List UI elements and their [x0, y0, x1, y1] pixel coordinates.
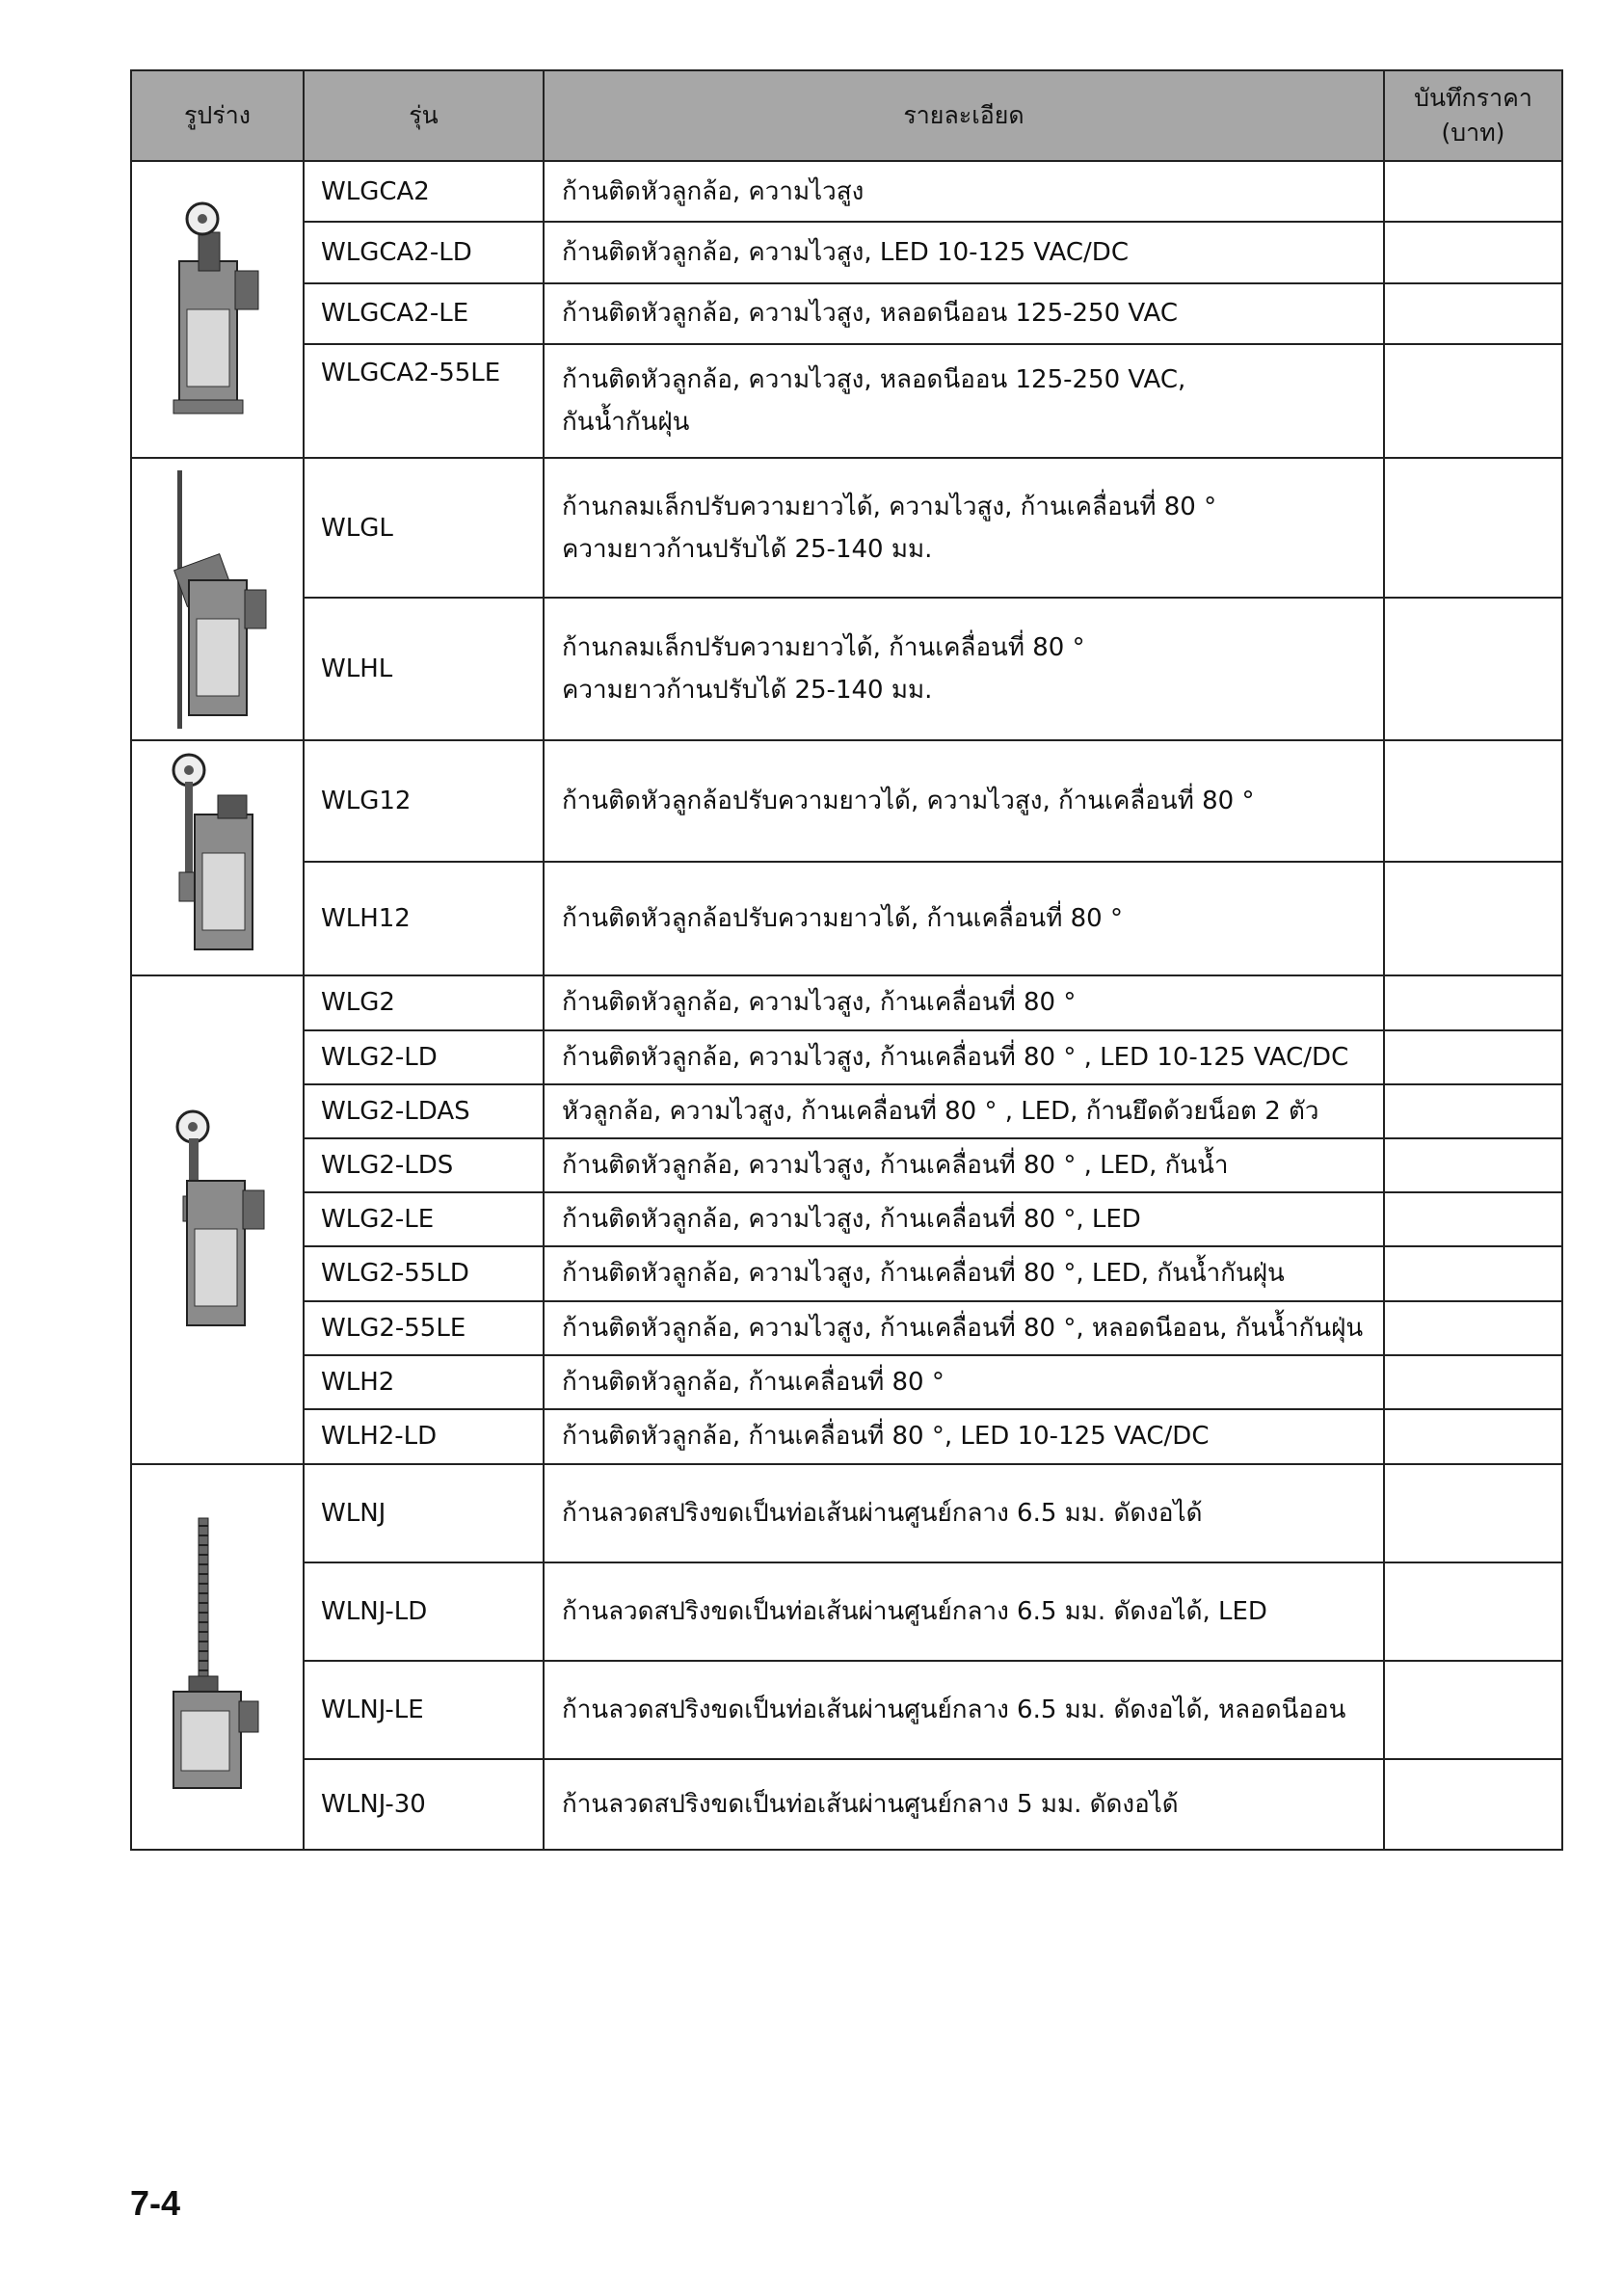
model-cell: WLGCA2-LD: [304, 222, 544, 282]
detail-line: หัวลูกล้อ, ความไวสูง, ก้านเคลื่อนที่ 80 ° , LED, ก้านยึดด้วยน็อต 2 ตัว: [562, 1097, 1319, 1127]
detail-line: ก้านติดหัวลูกล้อ, ก้านเคลื่อนที่ 80 °, LED 10-125 VAC/DC: [562, 1422, 1210, 1452]
detail-cell: [544, 222, 1384, 282]
table-row: [131, 1759, 1562, 1850]
table-row: [131, 458, 1562, 598]
table-row: [131, 1562, 1562, 1661]
detail-line: ก้านติดหัวลูกล้อปรับความยาวได้, ก้านเคลื่อนที่ 80 °: [562, 904, 1123, 934]
table-row: [131, 1355, 1562, 1409]
price-note-cell[interactable]: [1384, 1562, 1562, 1661]
detail-line: ก้านติดหัวลูกล้อ, ความไวสูง, หลอดนีออน 125-250 VAC,: [562, 364, 1186, 394]
detail-line: ก้านติดหัวลูกล้อ, ความไวสูง, ก้านเคลื่อนที่ 80 °, LED: [562, 1205, 1141, 1235]
detail-line: ก้านลวดสปริงขดเป็นท่อเส้นผ่านศูนย์กลาง 5 มม. ดัดงอได้: [562, 1789, 1179, 1819]
price-note-cell[interactable]: [1384, 1192, 1562, 1246]
detail-line: ก้านติดหัวลูกล้อ, ความไวสูง, ก้านเคลื่อนที่ 80 °, LED, กันน้ำกันฝุ่น: [562, 1259, 1285, 1289]
detail-line: ก้านติดหัวลูกล้อ, ความไวสูง: [562, 176, 865, 206]
table-row: [131, 862, 1562, 974]
group-1-image-cell: [131, 458, 304, 740]
header-row: [131, 70, 1562, 161]
detail-line: ก้านติดหัวลูกล้อปรับความยาวได้, ความไวสูง, ก้านเคลื่อนที่ 80 °: [562, 787, 1255, 816]
price-note-cell[interactable]: [1384, 862, 1562, 974]
group-4-image-cell: [131, 1464, 304, 1850]
model-cell: WLGCA2-LE: [304, 283, 544, 344]
table-row: [131, 283, 1562, 344]
detail-cell: [544, 1138, 1384, 1192]
model-cell: WLNJ: [304, 1464, 544, 1562]
table-row: [131, 1246, 1562, 1300]
model-cell: WLG2: [304, 975, 544, 1030]
table-row: [131, 740, 1562, 863]
price-note-cell[interactable]: [1384, 1138, 1562, 1192]
header-price-note: [1384, 70, 1562, 161]
price-note-cell[interactable]: [1384, 1409, 1562, 1464]
detail-cell: [544, 1409, 1384, 1464]
detail-line: ก้านติดหัวลูกล้อ, ความไวสูง, ก้านเคลื่อนที่ 80 ° , LED, กันน้ำ: [562, 1151, 1229, 1181]
detail-line: ก้านติดหัวลูกล้อ, ความไวสูง, หลอดนีออน 125-250 VAC: [562, 299, 1178, 329]
detail-line: กันน้ำกันฝุ่น: [562, 407, 690, 437]
table-row: [131, 598, 1562, 740]
detail-line: ก้านติดหัวลูกล้อ, ก้านเคลื่อนที่ 80 °: [562, 1367, 945, 1397]
price-note-cell[interactable]: [1384, 344, 1562, 458]
detail-cell: [544, 344, 1384, 458]
table-row: [131, 222, 1562, 282]
table-row: [131, 1301, 1562, 1355]
model-cell: WLGCA2: [304, 161, 544, 222]
model-cell: WLH12: [304, 862, 544, 974]
model-cell: WLNJ-LD: [304, 1562, 544, 1661]
price-note-cell[interactable]: [1384, 222, 1562, 282]
detail-cell: [544, 1301, 1384, 1355]
header-detail: รายละเอียด: [544, 70, 1384, 161]
detail-cell: [544, 1030, 1384, 1084]
detail-cell: [544, 283, 1384, 344]
detail-line: ก้านลวดสปริงขดเป็นท่อเส้นผ่านศูนย์กลาง 6.5 มม. ดัดงอได้, LED: [562, 1596, 1267, 1626]
header-price-note-line1: บันทึกราคา: [1414, 84, 1532, 112]
model-cell: WLG2-LE: [304, 1192, 544, 1246]
model-cell: WLG2-55LD: [304, 1246, 544, 1300]
adjustable-rod-lever-limit-switch-image: [160, 465, 276, 734]
detail-cell: [544, 161, 1384, 222]
model-cell: WLHL: [304, 598, 544, 740]
detail-cell: [544, 1084, 1384, 1138]
model-cell: WLG2-LDS: [304, 1138, 544, 1192]
model-cell: WLNJ-LE: [304, 1661, 544, 1759]
detail-cell: [544, 598, 1384, 740]
header-price-note-line2: (บาท): [1441, 119, 1505, 147]
price-note-cell[interactable]: [1384, 1030, 1562, 1084]
price-note-cell[interactable]: [1384, 161, 1562, 222]
price-note-cell[interactable]: [1384, 1759, 1562, 1850]
header-shape: รูปร่าง: [131, 70, 304, 161]
model-cell: WLGCA2-55LE: [304, 344, 544, 458]
table-row: [131, 1464, 1562, 1562]
price-note-cell[interactable]: [1384, 458, 1562, 598]
price-note-cell[interactable]: [1384, 283, 1562, 344]
table-row: [131, 1084, 1562, 1138]
roller-lever-limit-switch-image: [160, 194, 276, 425]
detail-cell: [544, 1355, 1384, 1409]
model-cell: WLG2-LDAS: [304, 1084, 544, 1138]
table-row: [131, 1192, 1562, 1246]
detail-line: ก้านกลมเล็กปรับความยาวได้, ก้านเคลื่อนที่ 80 °: [562, 632, 1085, 662]
price-note-cell[interactable]: [1384, 598, 1562, 740]
model-cell: WLG12: [304, 740, 544, 863]
detail-line: ก้านติดหัวลูกล้อ, ความไวสูง, ก้านเคลื่อนที่ 80 °, หลอดนีออน, กันน้ำกันฝุ่น: [562, 1313, 1364, 1343]
model-cell: WLG2-LD: [304, 1030, 544, 1084]
price-note-cell[interactable]: [1384, 975, 1562, 1030]
detail-cell: [544, 1192, 1384, 1246]
detail-cell: [544, 1246, 1384, 1300]
detail-cell: [544, 1759, 1384, 1850]
detail-cell: [544, 1464, 1384, 1562]
detail-line: ก้านลวดสปริงขดเป็นท่อเส้นผ่านศูนย์กลาง 6.5 มม. ดัดงอได้, หลอดนีออน: [562, 1695, 1346, 1724]
price-note-cell[interactable]: [1384, 1464, 1562, 1562]
price-note-cell[interactable]: [1384, 1301, 1562, 1355]
model-cell: WLH2-LD: [304, 1409, 544, 1464]
group-3-image-cell: [131, 975, 304, 1464]
table-row: [131, 1030, 1562, 1084]
page-number: 7-4: [130, 2183, 181, 2223]
coil-spring-lever-limit-switch-image: [160, 1512, 276, 1802]
price-note-cell[interactable]: [1384, 1246, 1562, 1300]
detail-line: ก้านกลมเล็กปรับความยาวได้, ความไวสูง, ก้านเคลื่อนที่ 80 °: [562, 492, 1217, 521]
detail-cell: [544, 1562, 1384, 1661]
detail-line: ก้านติดหัวลูกล้อ, ความไวสูง, ก้านเคลื่อนที่ 80 °: [562, 988, 1077, 1018]
detail-cell: [544, 975, 1384, 1030]
detail-line: ความยาวก้านปรับได้ 25-140 มม.: [562, 534, 933, 564]
adjustable-roller-lever-limit-switch-image: [160, 747, 276, 969]
table-row: [131, 975, 1562, 1030]
price-note-cell[interactable]: [1384, 1661, 1562, 1759]
detail-cell: [544, 740, 1384, 863]
detail-cell: [544, 1661, 1384, 1759]
table-row: [131, 1661, 1562, 1759]
table-row: [131, 161, 1562, 222]
header-model: รุ่น: [304, 70, 544, 161]
table-row: [131, 1409, 1562, 1464]
group-2-image-cell: [131, 740, 304, 975]
price-list-table: [130, 69, 1563, 1851]
price-note-cell[interactable]: [1384, 1355, 1562, 1409]
model-cell: WLGL: [304, 458, 544, 598]
detail-line: ก้านติดหัวลูกล้อ, ความไวสูง, ก้านเคลื่อนที่ 80 ° , LED 10-125 VAC/DC: [562, 1043, 1349, 1072]
model-cell: WLG2-55LE: [304, 1301, 544, 1355]
group-0-image-cell: [131, 161, 304, 458]
model-cell: WLNJ-30: [304, 1759, 544, 1850]
price-note-cell[interactable]: [1384, 740, 1562, 863]
table-row: [131, 1138, 1562, 1192]
detail-line: ความยาวก้านปรับได้ 25-140 มม.: [562, 675, 933, 705]
detail-cell: [544, 458, 1384, 598]
table-row: [131, 344, 1562, 458]
detail-line: ก้านติดหัวลูกล้อ, ความไวสูง, LED 10-125 VAC/DC: [562, 237, 1129, 267]
detail-line: ก้านลวดสปริงขดเป็นท่อเส้นผ่านศูนย์กลาง 6.5 มม. ดัดงอได้: [562, 1498, 1203, 1528]
model-cell: WLH2: [304, 1355, 544, 1409]
detail-cell: [544, 862, 1384, 974]
roller-lever-80deg-limit-switch-image: [160, 1104, 276, 1335]
price-note-cell[interactable]: [1384, 1084, 1562, 1138]
